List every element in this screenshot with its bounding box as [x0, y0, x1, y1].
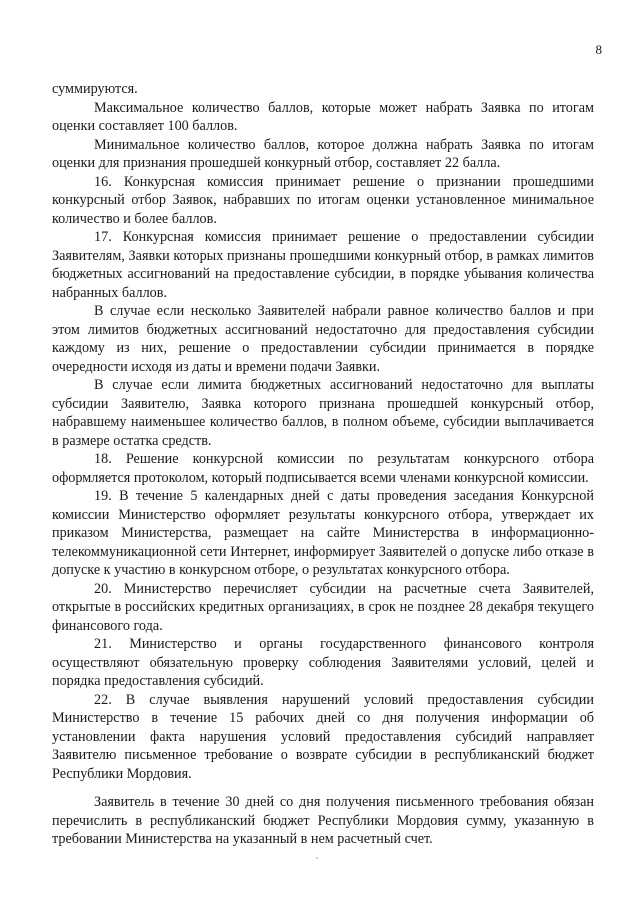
paragraph-min-score: Минимальное количество баллов, которое должна набрать Заявка по итогам оценки для признания прошедшей конкурный отбор, составляет 22 балла.: [52, 136, 594, 171]
paragraph-limit-remainder: В случае если лимита бюджетных ассигнований недостаточно для выплаты субсидии Заявителю, Заявка которого признана прошедшей конкурсный отбор, набравшему наименьшее количество баллов, в полном объеме, субсидии выплачивается в размере остатка средств.: [52, 377, 594, 449]
document-body: [52, 80, 594, 849]
paragraph-equal-scores: В случае если несколько Заявителей набрали равное количество баллов и при этом лимитов бюджетных ассигнований недостаточно для предоставления субсидии каждому из них, решение о предоставлении субсидии принимается в порядке очередности исходя из даты и времени подачи Заявки.: [52, 303, 594, 375]
paragraph-continuation: суммируются.: [52, 81, 138, 97]
paragraph-16: 16. Конкурсная комиссия принимает решение о признании прошедшими конкурсный отбор Заявок, набравших по итогам оценки установленное минимальное количество и более баллов.: [52, 173, 594, 227]
paragraph-21: 21. Министерство и органы государственного финансового контроля осуществляют обязательную проверку соблюдения Заявителями условий, целей и порядка предоставления субсидий.: [52, 636, 594, 689]
page-number: 8: [595, 42, 602, 57]
paragraph-17: 17. Конкурсная комиссия принимает решение о предоставлении субсидии Заявителям, Заявки которых признаны прошедшими конкурный отбор, в рамках лимитов бюджетных ассигнований на предоставление субсидии, в порядке убывания количества набранных баллов.: [52, 229, 594, 301]
paragraph-max-score: Максимальное количество баллов, которые может набрать Заявка по итогам оценки составляет 100 баллов.: [52, 99, 594, 134]
paragraph-18: 18. Решение конкурсной комиссии по результатам конкурсного отбора оформляется протоколом, который подписывается всеми членами конкурсной комиссии.: [52, 451, 594, 486]
paragraph-19: 19. В течение 5 календарных дней с даты проведения заседания Конкурсной комиссии Министерство оформляет результаты конкурсного отбора, утверждает их приказом Министерства, размещает на сайте Министерства в информационно-телекоммуникационной сети Интернет, информирует Заявителей о допуске либо отказе в допуске к участию в конкурсном отборе, о результатах конкурсного отбора.: [52, 488, 594, 578]
paragraph-22: 22. В случае выявления нарушений условий предоставления субсидии Министерство в течение 15 рабочих дней со дня получения информации об установлении факта нарушения условий предоставления субсидий направляет Заявителю письменное требование о возврате субсидии в республиканский бюджет Республики Мордовия.: [52, 691, 594, 782]
paragraph-refund-obligation: Заявитель в течение 30 дней со дня получения письменного требования обязан перечислить в республиканский бюджет Республики Мордовия сумму, указанную в требовании Министерства на указанный в нем расчетный счет.: [52, 794, 594, 847]
scan-mark: [316, 857, 318, 859]
paragraph-20: 20. Министерство перечисляет субсидии на расчетные счета Заявителей, открытые в российских кредитных организациях, в срок не позднее 28 декабря текущего финансового года.: [52, 580, 594, 634]
